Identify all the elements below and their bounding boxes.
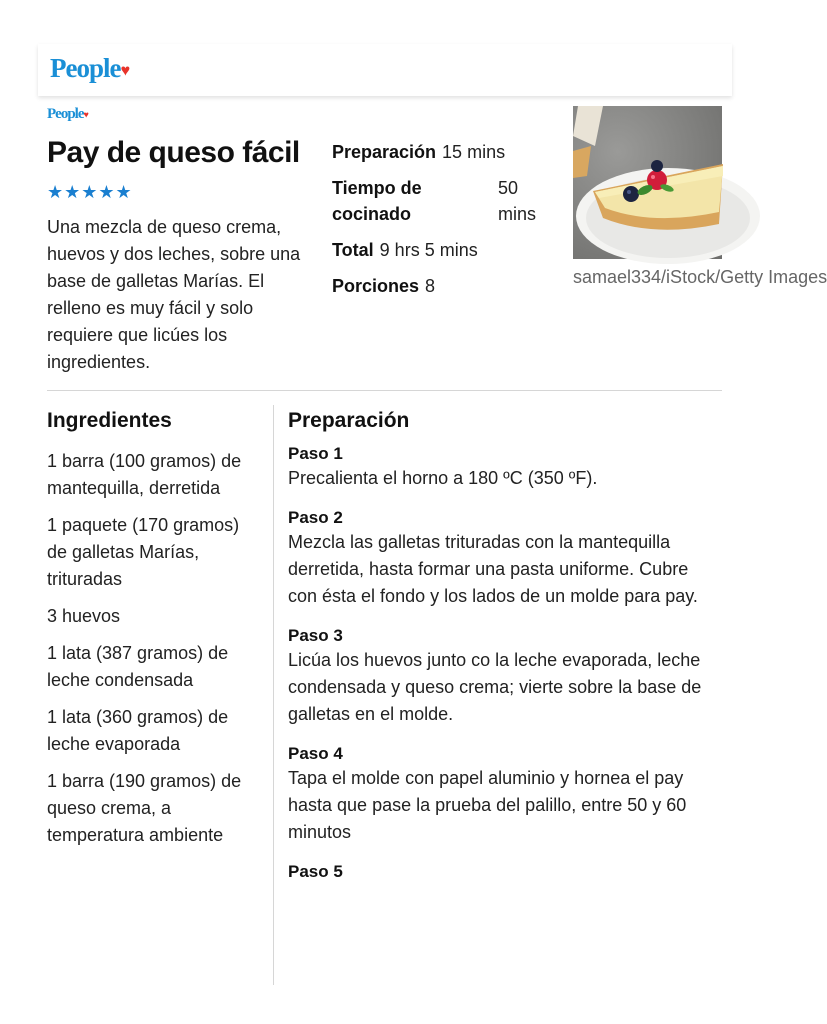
photo-credit: samael334/iStock/Getty Images [573,267,827,287]
people-logo-small [47,106,88,123]
logo-small-text: People [47,106,84,122]
recipe-description: Una mezcla de queso crema, huevos y dos leches, sobre una base de galletas Marías. El relleno es muy fácil y solo requiere que licúes los ingredientes. [47,217,301,372]
logo-text: People [50,53,121,83]
step-text: Mezcla las galletas trituradas con la mantequilla derretida, hasta formar una pasta uniforme. Cubre con ésta el fondo y los lados de un molde para pay. [288,532,698,606]
step-label: Paso 2 [288,508,343,527]
ingredient-item: 3 huevos [47,606,121,626]
meta-servings-label: Porciones [332,276,420,296]
preparation-steps [288,443,718,898]
meta-servings-value: 8 [425,276,436,296]
step-3 [288,625,718,728]
recipe-photo[interactable] [573,106,722,259]
recipe-title: Pay de queso fácil [47,136,300,169]
step-2 [288,507,718,610]
site-header [38,44,732,96]
meta-total-value: 9 hrs 5 mins [379,240,478,260]
ingredient-item: 1 barra (190 gramos) de queso crema, a temperatura ambiente [47,771,242,845]
step-text: Tapa el molde con papel aluminio y hornea el pay hasta que pase la prueba del palillo, entre 50 y 60 minutos [288,768,687,842]
step-label: Paso 1 [288,444,343,463]
step-label: Paso 3 [288,626,343,645]
ingredient-item: 1 lata (387 gramos) de leche condensada [47,643,229,690]
section-divider [47,390,722,391]
step-5 [288,861,718,883]
meta-prep [332,139,562,165]
column-divider [273,405,274,985]
meta-prep-label: Preparación [332,142,437,162]
ingredient-item: 1 lata (360 gramos) de leche evaporada [47,707,229,754]
ingredient-item: 1 paquete (170 gramos) de galletas Marías, trituradas [47,515,240,589]
ingredients-list [47,448,262,859]
step-text: Precalienta el horno a 180 ºC (350 ºF). [288,468,598,488]
step-4 [288,743,718,846]
step-label: Paso 5 [288,862,343,881]
step-text: Licúa los huevos junto co la leche evaporada, leche condensada y queso crema; vierte sobre la base de galletas en el molde. [288,650,702,724]
recipe-meta [332,139,562,309]
heart-icon: ♥ [120,61,130,80]
cheesecake-image [573,106,722,259]
meta-prep-value: 15 mins [442,142,506,162]
preparation-title: Preparación [288,409,410,432]
people-logo[interactable] [50,53,129,84]
step-label: Paso 4 [288,744,343,763]
heart-icon: ♥ [83,109,88,120]
meta-total-label: Total [332,240,374,260]
step-1 [288,443,718,492]
ingredient-item: 1 barra (100 gramos) de mantequilla, derretida [47,451,242,498]
meta-servings [332,273,562,299]
meta-cook-label: Tiempo de cocinado [332,178,422,224]
ingredients-title: Ingredientes [47,409,172,432]
star-rating-icon[interactable]: ★★★★★ [47,182,133,202]
meta-cook-value: 50 mins [498,178,537,224]
meta-total [332,237,562,263]
meta-cook [332,175,562,227]
